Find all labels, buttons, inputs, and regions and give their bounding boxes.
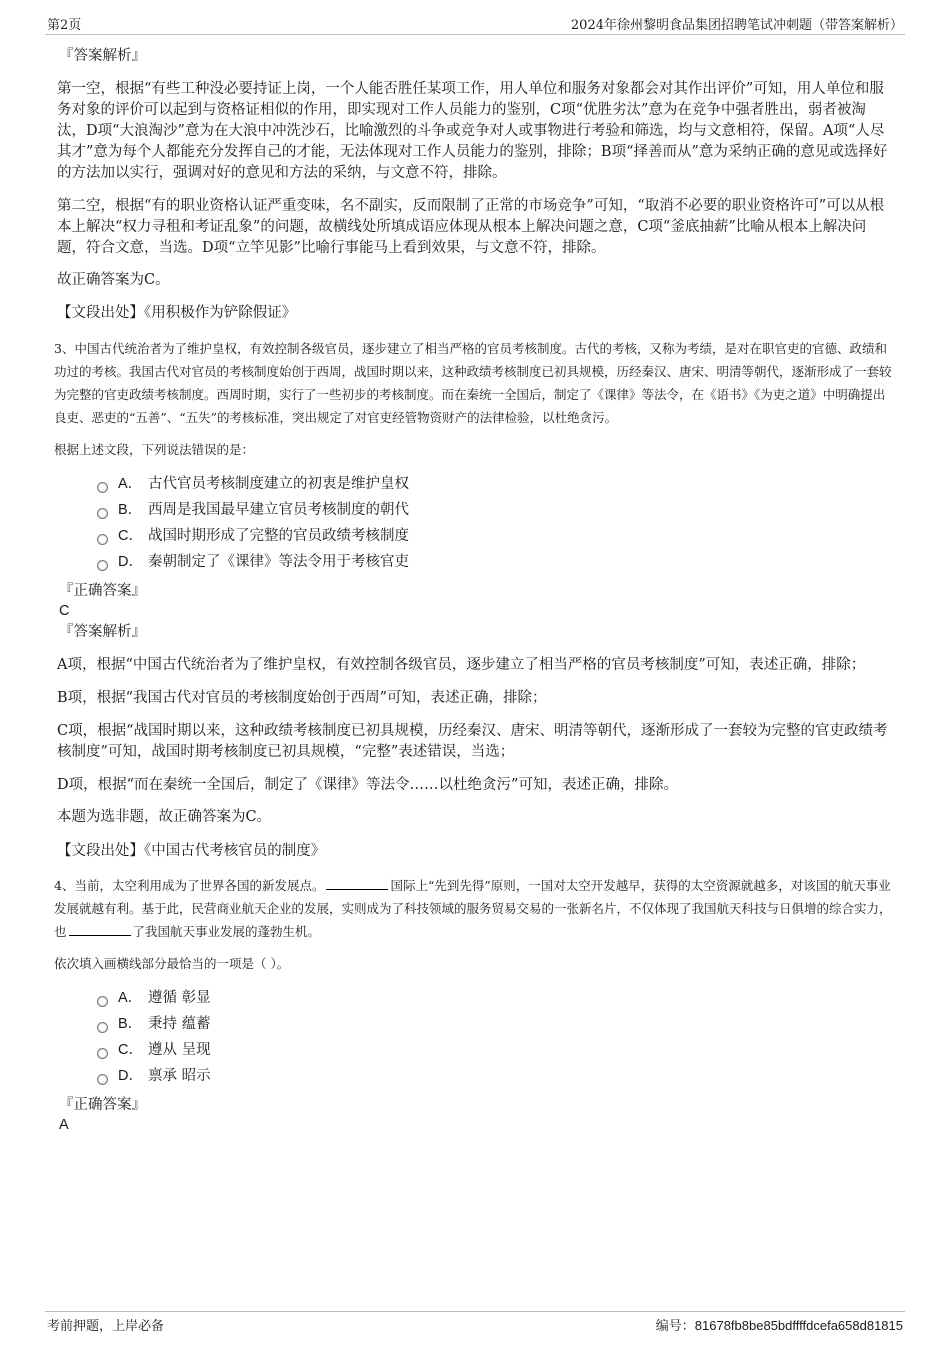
q3-options	[97, 471, 893, 575]
page-number: 第2页	[47, 18, 82, 33]
q4-question: 依次填入画横线部分最恰当的一项是（ ）。	[54, 956, 290, 971]
q2-explanation-para1: 第一空，根据“有些工种没必要持证上岗，一个人能否胜任某项工作，用人单位和服务对象都会对其作出评价”可知，用人单位和服务对象的评价可以起到与资格证相似的作用，即实现对工作人员能力的鉴别，C项“优胜劣汰”意为在竞争中强者胜出，弱者被淘汰，D项“大浪淘沙”意为在大浪中冲洗沙石，比喻激烈的斗争或竞争对人或事物进行考验和筛选，均与文意相符，保留。A项“人尽其才”意为每个人都能充分发挥自己的才能，无法体现对工作人员能力的鉴别，排除；B项“择善而从”意为采纳正确的意见或选择好的方法加以实行，强调对好的意见和方法的采纳，与文意不符，排除。	[57, 81, 888, 181]
q3-conclusion: 本题为选非题，故正确答案为C。	[57, 809, 272, 825]
radio-icon[interactable]	[97, 482, 108, 493]
radio-icon[interactable]	[97, 534, 108, 545]
fill-blank-2	[69, 923, 131, 936]
q3-option-b[interactable]: B． 西周是我国最早建立官员考核制度的朝代	[97, 497, 893, 523]
jiexi-tag: 『答案解析』	[59, 48, 146, 64]
document-body	[54, 46, 893, 1135]
q3-question: 根据上述文段，下列说法错误的是：	[54, 442, 255, 457]
document-title: 2024年徐州黎明食品集团招聘笔试冲刺题（带答案解析）	[570, 18, 903, 33]
q3-option-a[interactable]: A． 古代官员考核制度建立的初衷是维护皇权	[97, 471, 893, 497]
q4-option-d[interactable]: D． 禀承 昭示	[97, 1063, 893, 1089]
radio-icon[interactable]	[97, 1048, 108, 1059]
q3-option-d[interactable]: D． 秦朝制定了《课律》等法令用于考核官吏	[97, 549, 893, 575]
document-code: 编号：81678fb8be85bdffffdcefa658d81815	[655, 1318, 903, 1334]
radio-icon[interactable]	[97, 1074, 108, 1085]
q4-options	[97, 985, 893, 1089]
q4-option-a[interactable]: A． 遵循 彰显	[97, 985, 893, 1011]
fill-blank-1	[326, 877, 388, 890]
q3-explanation-c: C项，根据“战国时期以来，这种政绩考核制度已初具规模，历经秦汉、唐宋、明清等朝代，逐渐形成了一套较为完整的官吏政绩考核制度”可知，战国时期考核制度已初具规模，“完整”表述错误，当选；	[57, 723, 888, 760]
q2-source: 【文段出处】《用积极作为铲除假证》	[57, 305, 297, 321]
q3-explanation-d: D项，根据“而在秦统一全国后，制定了《课律》等法令……以杜绝贪污”可知，表述正确，排除。	[57, 777, 678, 793]
q3-option-c[interactable]: C． 战国时期形成了完整的官员政绩考核制度	[97, 523, 893, 549]
q4-option-b[interactable]: B． 秉持 蕴蓄	[97, 1011, 893, 1037]
radio-icon[interactable]	[97, 560, 108, 571]
q3-jiexi-tag: 『答案解析』	[59, 624, 146, 640]
q4-answer: A	[59, 1117, 69, 1133]
q2-explanation-para2: 第二空，根据“有的职业资格认证严重变味，名不副实，反而限制了正常的市场竞争”可知，“取消不必要的职业资格许可”可以从根本上解决“权力寻租和考证乱象”的问题，故横线处所填成语应体现从根本上解决问题之意，C项“釜底抽薪”比喻从根本上解决问题，符合文意，当选。D项“立竿见影”比喻行事能马上看到效果，与文意不符，排除。	[57, 198, 885, 256]
q4-answer-tag: 『正确答案』	[59, 1097, 146, 1113]
radio-icon[interactable]	[97, 996, 108, 1007]
radio-icon[interactable]	[97, 508, 108, 519]
q3-source: 【文段出处】《中国古代考核官员的制度》	[57, 843, 326, 859]
q3-answer: C	[59, 603, 70, 619]
page-header	[45, 14, 905, 35]
q3-explanation-a: A项，根据“中国古代统治者为了维护皇权，有效控制各级官员，逐步建立了相当严格的官员考核制度”可知，表述正确，排除；	[57, 657, 866, 673]
q4-passage: 4、当前，太空利用成为了世界各国的新发展点。 国际上“先到先得”原则，一国对太空开发越早，获得的太空资源就越多，对该国的航天事业发展就越有利。基于此，民营商业航天企业的发展，实则成为了科技领域的服务贸易交易的一张新名片，不仅体现了我国航天科技与日俱增的综合实力，也 了我国航天事业发展的蓬勃生机。	[54, 878, 892, 939]
footer-slogan: 考前押题，上岸必备	[47, 1319, 165, 1334]
radio-icon[interactable]	[97, 1022, 108, 1033]
q3-explanation-b: B项，根据“我国古代对官员的考核制度始创于西周”可知，表述正确，排除；	[57, 690, 547, 706]
q2-conclusion: 故正确答案为C。	[57, 272, 170, 288]
q4-option-c[interactable]: C． 遵从 呈现	[97, 1037, 893, 1063]
q3-answer-tag: 『正确答案』	[59, 583, 146, 599]
q3-passage: 3、中国古代统治者为了维护皇权，有效控制各级官员，逐步建立了相当严格的官员考核制度。古代的考核，又称为考绩，是对在职官吏的官德、政绩和功过的考核。我国古代对官员的考核制度始创于西周，战国时期以来，这种政绩考核制度已初具规模，历经秦汉、唐宋、明清等朝代，逐渐形成了一套较为完整的官吏政绩考核制度。西周时期，实行了一些初步的考核制度。而在秦统一全国后，制定了《课律》等法令，在《语书》《为吏之道》中明确提出良吏、恶吏的“五善”、“五失”的考核标准，突出规定了对官吏经管物资财产的法律检验，以杜绝贪污。	[54, 341, 892, 425]
page-footer	[45, 1311, 905, 1336]
